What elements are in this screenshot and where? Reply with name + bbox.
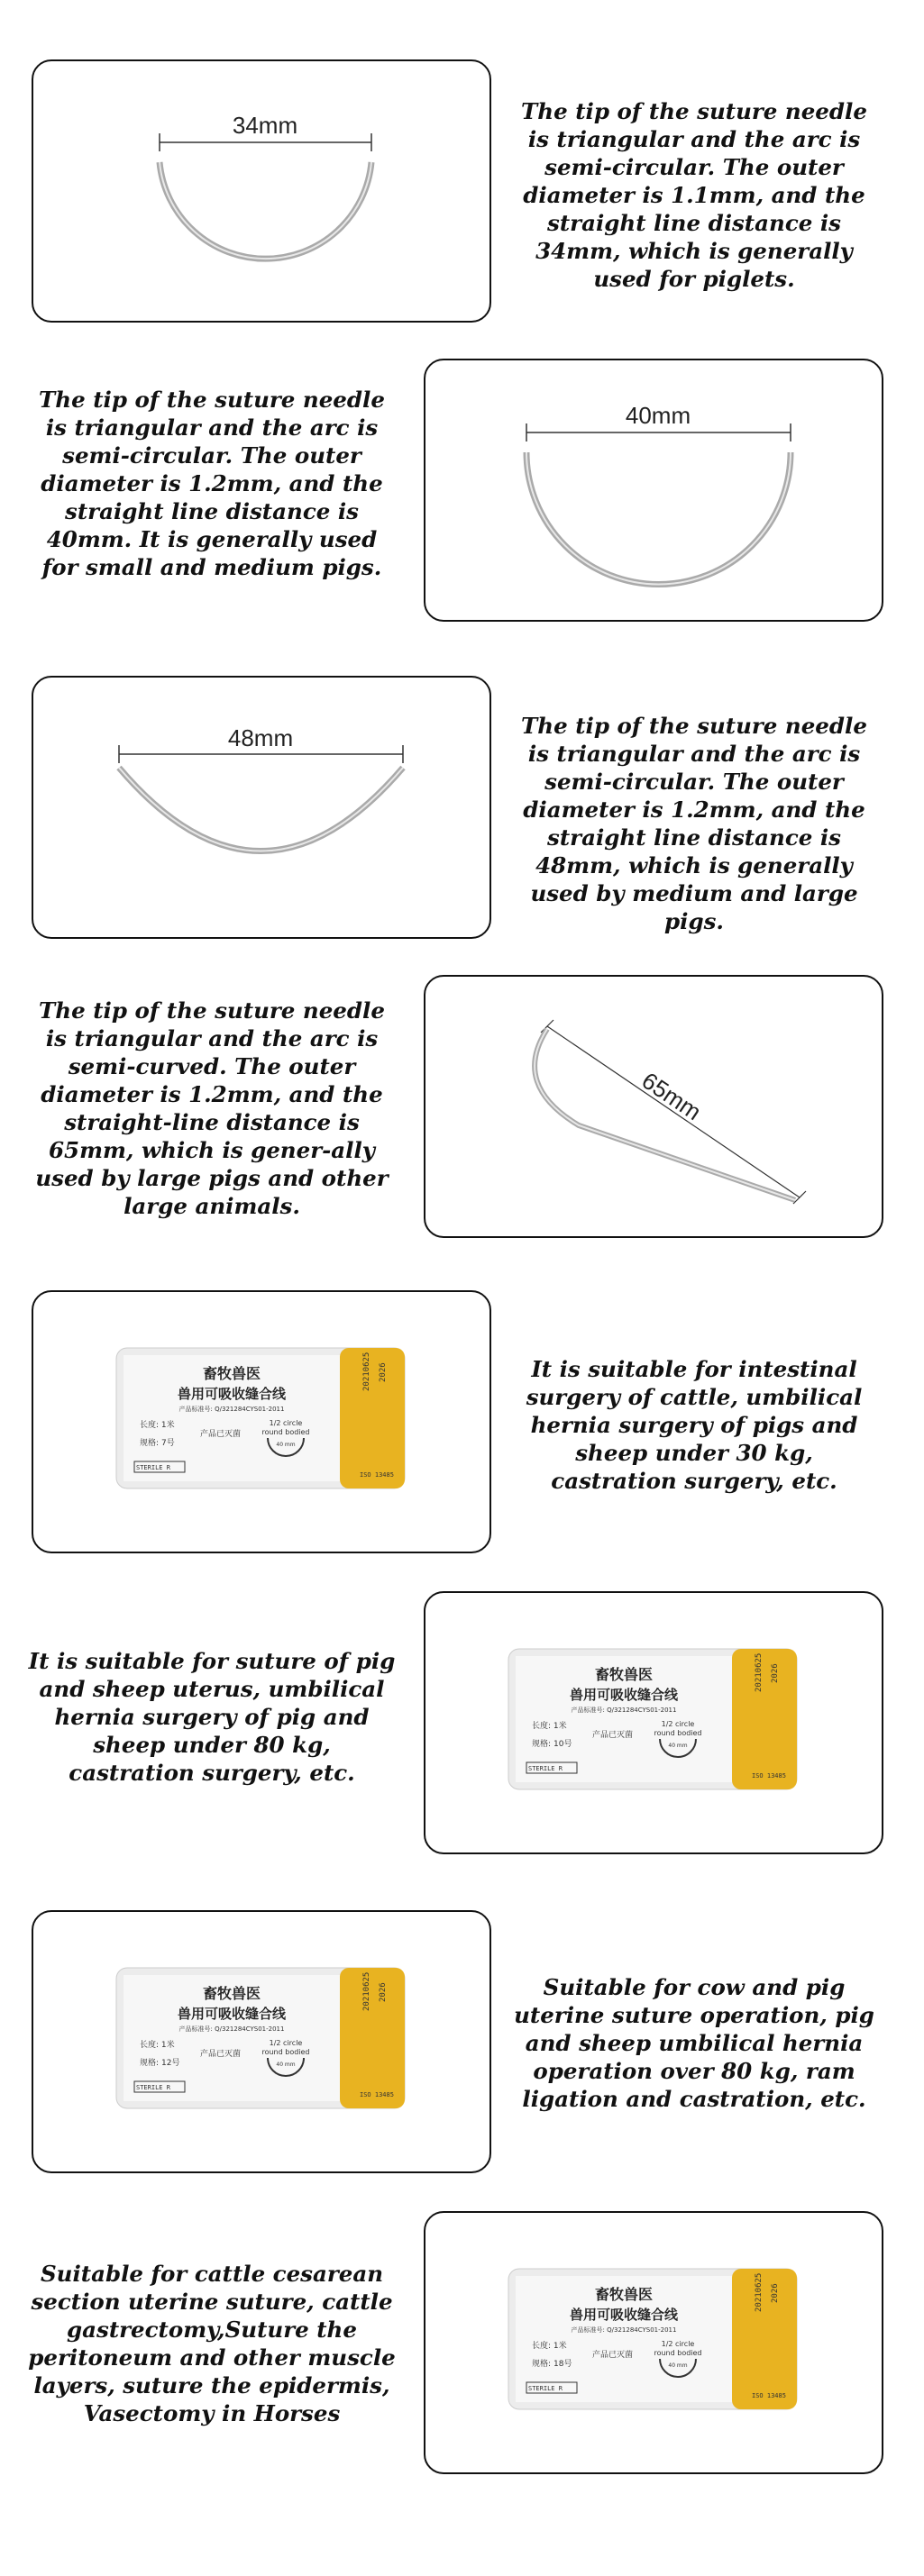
suture-description: Suitable for cow and pig uterine suture operation, pig and sheep umbilical hernia operation over 80 kg, ram ligation and castration, etc. [514,1974,874,2112]
needle-body: round bodied [261,1428,310,1436]
needle-length: 40 mm [668,2362,688,2369]
package-product: 兽用可吸收缝合线 [569,1687,679,1703]
suture-description: It is suitable for intestinal surgery of cattle, umbilical hernia surgery of pigs and sheep under 30 kg, castration surgery, etc. [526,1356,863,1494]
suture-package-card [32,1910,491,2173]
package-material: 产品已灭菌 [592,1731,634,1740]
package-length: 长度: 1米 [532,1722,567,1731]
needle-description: The tip of the suture needle is triangular and the arc is semi-circular. The outer diameter is 1.1mm, and the straight line distance is 34mm, which is generally used for piglets. [521,98,867,292]
expiry-label: 2026 [771,1663,780,1683]
needle-card-65mm [424,975,883,1238]
package-material: 产品已灭菌 [200,2050,242,2059]
package-standard: 产品标准号: Q/321284CYS01-2011 [178,1406,285,1413]
package-brand: 畜牧兽医 [594,1666,654,1683]
suture-description: It is suitable for suture of pig and sheep uterus, umbilical hernia surgery of pig and sheep under 80 kg, castration surgery, etc. [28,1648,396,1786]
suture-description: Suitable for cattle cesarean section uterine suture, cattle gastrectomy,Suture the peritoneum and other muscle layers, suture the epidermis, Vasectomy in Horses [28,2261,396,2426]
package-length: 长度: 1米 [532,2342,567,2351]
iso-label: ISO 13485 [752,2392,786,2399]
needle-description: The tip of the suture needle is triangular and the arc is semi-circular. The outer diameter is 1.2mm, and the straight line distance is 48mm, which is generally used by medium and large pigs. [521,713,867,934]
needle-length: 40 mm [668,1743,688,1749]
sterile-label: STERILE R [528,2385,563,2392]
iso-label: ISO 13485 [360,2091,394,2098]
package-standard: 产品标准号: Q/321284CYS01-2011 [571,1707,677,1714]
needle-card-48mm [32,676,491,939]
package-size: 18号 [553,2360,572,2369]
needle-48mm-image [33,678,489,937]
sterile-label: STERILE R [136,1464,170,1471]
package-material: 产品已灭菌 [200,1430,242,1439]
needle-length: 40 mm [276,1442,296,1448]
needle-description: The tip of the suture needle is triangular and the arc is semi-circular. The outer diameter is 1.2mm, and the straight line distance is 40mm. It is generally used for small and medium pigs. [39,387,385,580]
date-label: 20210625 [755,1652,764,1692]
suture-package-image [33,1912,489,2171]
dimension-label: 65mm [636,1066,707,1126]
package-length: 长度: 1米 [140,1421,175,1430]
needle-34mm-image [33,61,489,321]
needle-40mm-image [425,360,882,620]
needle-type: 1/2 circle [269,2039,303,2047]
needle-card-34mm [32,59,491,323]
needle-65mm-image [425,977,882,1236]
package-size: 10号 [553,1740,572,1749]
package-size-label: 规格: [140,1439,160,1448]
package-brand: 畜牧兽医 [202,1365,261,1382]
iso-label: ISO 13485 [752,1772,786,1780]
suture-package-card [424,2211,883,2474]
date-label: 20210625 [755,2272,764,2312]
sterile-label: STERILE R [136,2084,170,2091]
suture-package-card [32,1290,491,1553]
package-size: 12号 [161,2059,180,2068]
suture-package-card [424,1591,883,1854]
package-product: 兽用可吸收缝合线 [177,2006,287,2022]
needle-body: round bodied [654,1729,702,1737]
package-size-label: 规格: [140,2059,160,2068]
dimension-label: 34mm [232,112,298,139]
expiry-label: 2026 [379,1982,388,2002]
package-product: 兽用可吸收缝合线 [569,2307,679,2323]
package-brand: 畜牧兽医 [202,1985,261,2002]
package-standard: 产品标准号: Q/321284CYS01-2011 [571,2326,677,2334]
needle-type: 1/2 circle [661,1720,695,1728]
needle-length: 40 mm [276,2062,296,2068]
package-length: 长度: 1米 [140,2041,175,2050]
package-size-label: 规格: [532,1740,552,1749]
needle-card-40mm [424,359,883,622]
suture-package-image [425,2213,882,2472]
package-size: 7号 [161,1439,175,1448]
needle-type: 1/2 circle [269,1419,303,1427]
suture-package-image [425,1593,882,1852]
package-material: 产品已灭菌 [592,2351,634,2360]
package-size-label: 规格: [532,2360,552,2369]
package-product: 兽用可吸收缝合线 [177,1386,287,1402]
needle-body: round bodied [261,2048,310,2056]
dimension-label: 48mm [227,724,294,751]
needle-type: 1/2 circle [661,2340,695,2348]
package-standard: 产品标准号: Q/321284CYS01-2011 [178,2025,285,2033]
date-label: 20210625 [362,1971,371,2011]
date-label: 20210625 [362,1352,371,1391]
sterile-label: STERILE R [528,1765,563,1772]
iso-label: ISO 13485 [360,1471,394,1479]
needle-description: The tip of the suture needle is triangular and the arc is semi-curved. The outer diameter is 1.2mm, and the straight-line distance is 65mm, which is gener-ally used by large pigs and other large animals. [35,997,389,1219]
package-brand: 畜牧兽医 [594,2286,654,2303]
suture-package-image [33,1292,489,1552]
dimension-label: 40mm [625,402,691,429]
expiry-label: 2026 [771,2283,780,2303]
needle-body: round bodied [654,2349,702,2357]
expiry-label: 2026 [379,1362,388,1382]
